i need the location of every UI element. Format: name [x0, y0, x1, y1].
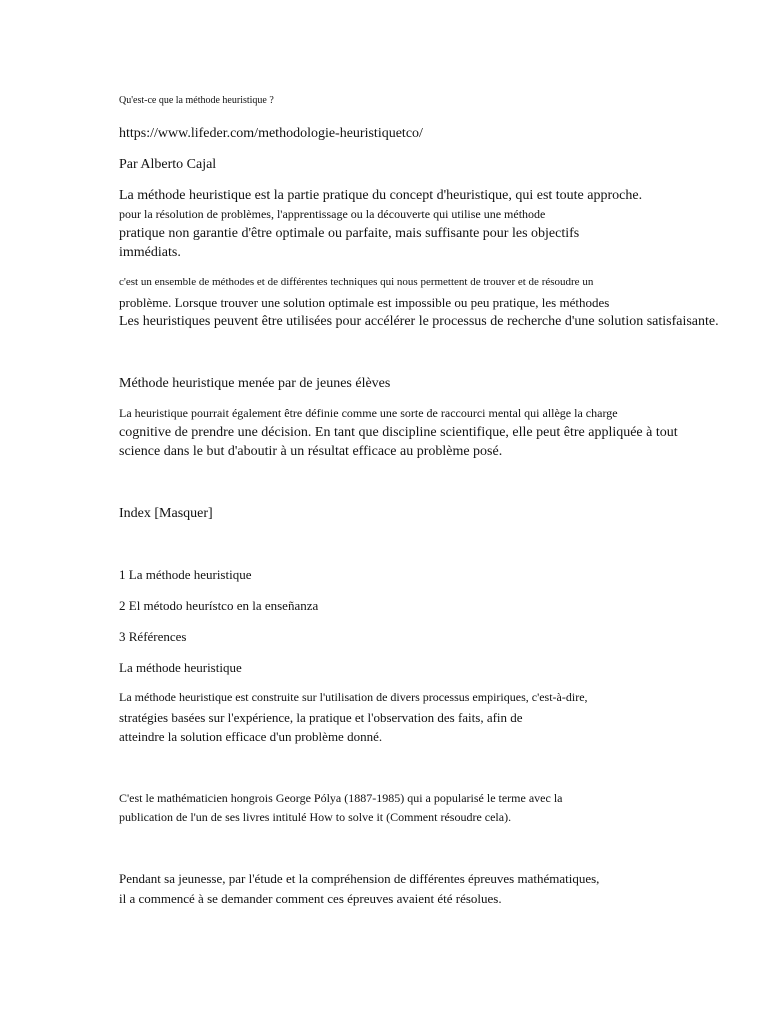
author-line: Par Alberto Cajal	[119, 157, 217, 172]
section-students-title: Méthode heuristique menée par de jeunes élèves	[119, 376, 391, 391]
definition-line-1: c'est un ensemble de méthodes et de différentes techniques qui nous permettent de trouver et de résoudre un	[119, 276, 594, 288]
intro-line-2: pour la résolution de problèmes, l'apprentissage ou la découverte qui utilise une méthode	[119, 207, 546, 221]
polya-line-1: C'est le mathématicien hongrois George Pólya (1887-1985) qui a popularisé le terme avec la	[119, 791, 563, 805]
polya-line-2: publication de l'un de ses livres intitulé How to solve it (Comment résoudre cela).	[119, 810, 512, 824]
definition-line-2: problème. Lorsque trouver une solution optimale est impossible ou peu pratique, les méthodes	[119, 295, 610, 310]
source-url: https://www.lifeder.com/methodologie-heuristiquetco/	[119, 126, 423, 141]
index-item-1: 1 La méthode heuristique	[119, 567, 252, 582]
section-method-line-1: La méthode heuristique est construite sur l'utilisation de divers processus empiriques, c'est-à-dire,	[119, 690, 588, 704]
section-method-title: La méthode heuristique	[119, 660, 242, 675]
intro-line-4: immédiats.	[119, 245, 181, 260]
section-students-line-1: La heuristique pourrait également être définie comme une sorte de raccourci mental qui allège la charge	[119, 406, 618, 420]
index-item-3: 3 Références	[119, 629, 187, 644]
intro-line-3: pratique non garantie d'être optimale ou parfaite, mais suffisante pour les objectifs	[119, 226, 580, 241]
intro-line-1: La méthode heuristique est la partie pratique du concept d'heuristique, qui est toute approche.	[119, 188, 643, 203]
section-method-line-3: atteindre la solution efficace d'un problème donné.	[119, 729, 383, 744]
section-students-line-3: science dans le but d'aboutir à un résultat efficace au problème posé.	[119, 444, 503, 459]
document-title-line: Qu'est-ce que la méthode heuristique ?	[119, 95, 274, 106]
section-students-line-2: cognitive de prendre une décision. En tant que discipline scientifique, elle peut être appliquée à tout	[119, 425, 678, 440]
definition-line-3: Les heuristiques peuvent être utilisées pour accélérer le processus de recherche d'une solution satisfaisante.	[119, 314, 719, 329]
youth-line-2: il a commencé à se demander comment ces épreuves avaient été résolues.	[119, 891, 502, 906]
section-method-line-2: stratégies basées sur l'expérience, la pratique et l'observation des faits, afin de	[119, 710, 523, 725]
youth-line-1: Pendant sa jeunesse, par l'étude et la compréhension de différentes épreuves mathématiques,	[119, 871, 600, 886]
index-item-2: 2 El método heurístco en la enseñanza	[119, 598, 319, 613]
index-heading: Index [Masquer]	[119, 506, 213, 521]
